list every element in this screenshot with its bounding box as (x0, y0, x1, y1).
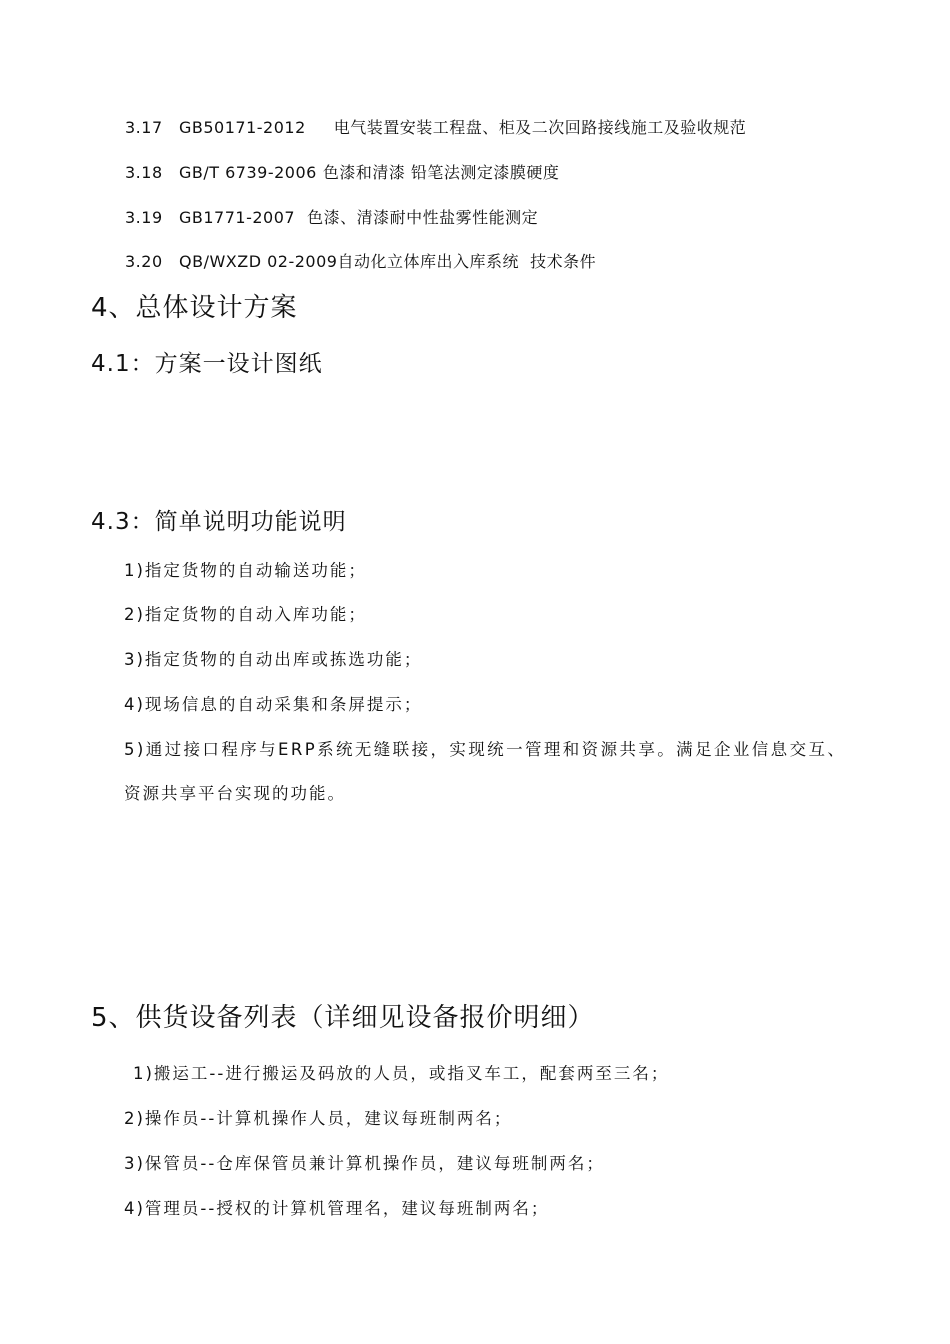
section-5-heading: 5、供货设备列表（详细见设备报价明细） (91, 1003, 595, 1033)
standard-number: 3.19 (125, 208, 163, 227)
section-4-3-heading: 4.3：简单说明功能说明 (91, 509, 347, 535)
standard-item (125, 205, 538, 228)
function-item: 2)指定货物的自动入库功能； (124, 605, 367, 624)
function-item: 4)现场信息的自动采集和条屏提示； (124, 695, 423, 714)
standard-item (125, 115, 746, 138)
standard-code: GB/T 6739-2006 (179, 163, 317, 182)
function-item: 3)指定货物的自动出库或拣选功能； (124, 650, 423, 669)
section-4-heading: 4、总体设计方案 (91, 293, 298, 323)
standard-title: 色漆和清漆 铅笔法测定漆膜硬度 (322, 163, 560, 182)
standard-item (125, 249, 596, 272)
standard-code: GB50171-2012 (179, 118, 306, 137)
standard-number: 3.17 (125, 118, 163, 137)
staff-item: 1)搬运工--进行搬运及码放的人员，或指叉车工，配套两至三名； (133, 1064, 670, 1083)
standard-number: 3.18 (125, 163, 163, 182)
function-item: 5)通过接口程序与ERP系统无缝联接，实现统一管理和资源共享。满足企业信息交互、 (124, 740, 847, 759)
standard-title: 色漆、清漆耐中性盐雾性能测定 (307, 208, 539, 227)
standard-title: 自动化立体库出入库系统 技术条件 (337, 252, 597, 271)
standard-item (125, 160, 559, 183)
standard-code: GB1771-2007 (179, 208, 296, 227)
staff-item: 4)管理员--授权的计算机管理名，建议每班制两名； (124, 1199, 550, 1218)
function-item: 1)指定货物的自动输送功能； (124, 561, 367, 580)
staff-item: 2)操作员--计算机操作人员，建议每班制两名； (124, 1109, 513, 1128)
staff-item: 3)保管员--仓库保管员兼计算机操作员，建议每班制两名； (124, 1154, 605, 1173)
function-item-continuation: 资源共享平台实现的功能。 (124, 784, 346, 803)
standard-code: QB/WXZD 02-2009 (179, 252, 338, 271)
standard-title: 电气装置安装工程盘、柜及二次回路接线施工及验收规范 (333, 118, 747, 137)
section-4-1-heading: 4.1：方案一设计图纸 (91, 351, 323, 377)
standard-number: 3.20 (125, 252, 163, 271)
